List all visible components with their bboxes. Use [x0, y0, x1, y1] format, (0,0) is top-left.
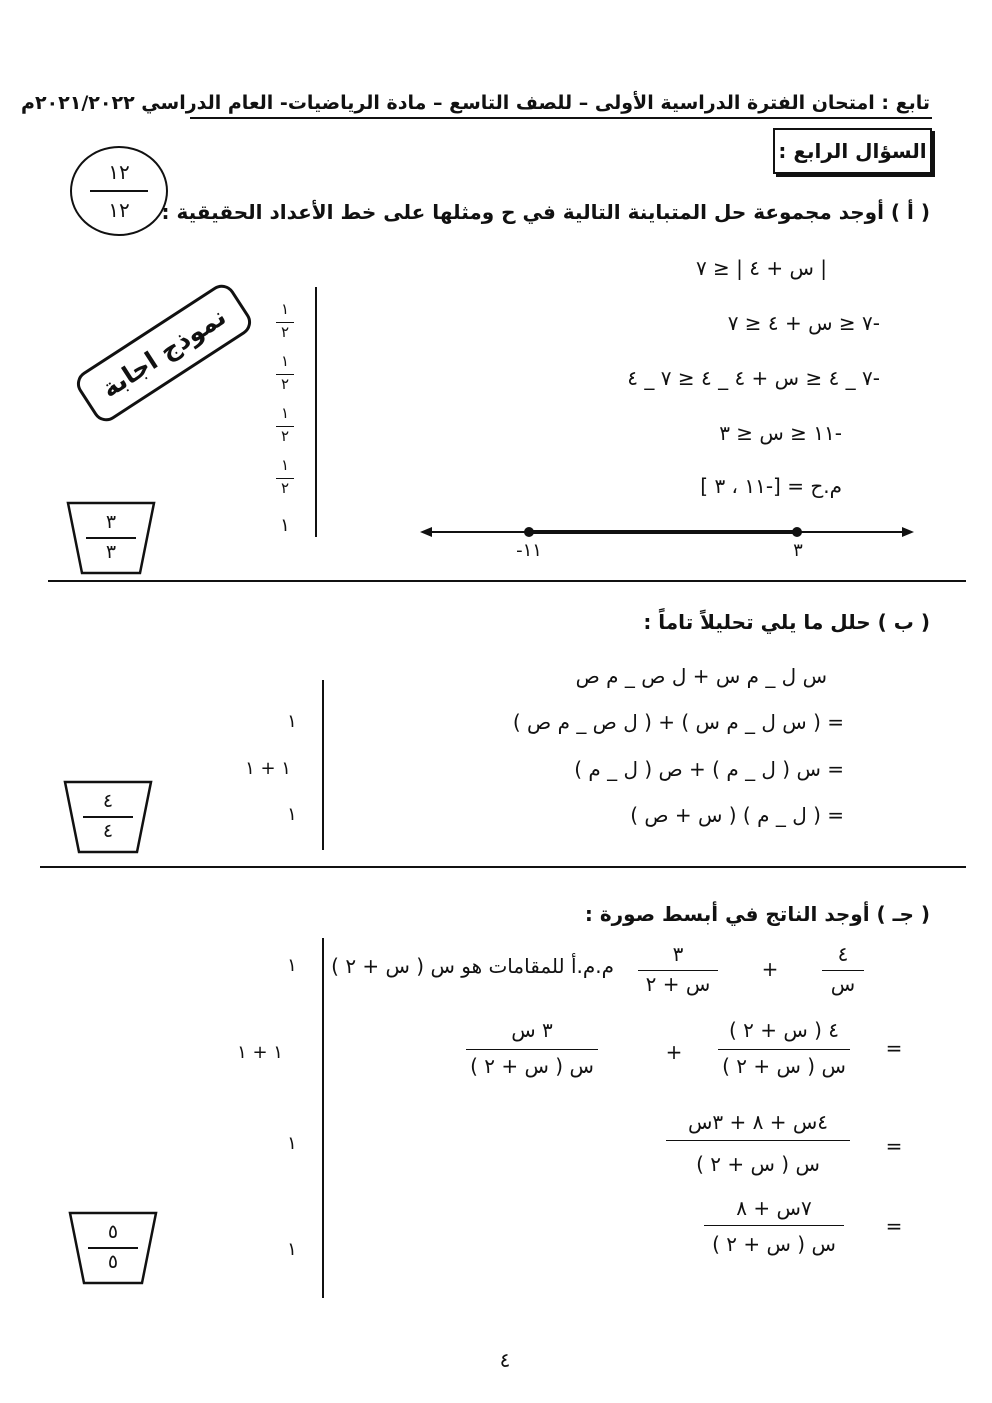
fraction-bar	[822, 970, 864, 971]
header-rule	[190, 117, 932, 119]
cup-bar	[83, 816, 133, 818]
part-c-score-divider	[322, 938, 324, 1298]
plus-sign: +	[761, 957, 779, 981]
page-number: ٤	[499, 1348, 511, 1372]
section-divider-1	[48, 580, 966, 582]
number-line-right-arrow	[902, 527, 914, 537]
cup-num: ٥	[107, 1221, 119, 1243]
equals-sign-2: =	[885, 1134, 903, 1158]
fraction-num: ٤	[837, 942, 849, 966]
cup-num: ٣	[105, 511, 117, 533]
part-c-score-4: ١	[287, 1239, 297, 1260]
part-b-score-2: ١ + ١	[245, 758, 291, 779]
fraction-num: ٤ ( س + ٢ )	[728, 1018, 840, 1042]
part-a-score-cup	[66, 501, 156, 575]
lcm-note: م.م.أ للمقامات هو س ( س + ٢ )	[331, 954, 614, 978]
fraction-den: س ( س + ٢ )	[696, 1152, 820, 1176]
closed-endpoint-right	[792, 527, 802, 537]
step3-fraction	[704, 1196, 844, 1262]
answer-model-stamp: نموذج اجابة	[72, 279, 257, 426]
part-c-score-3: ١	[287, 1133, 297, 1154]
part-a-line-4: -١١ ≤ س ≤ ٣	[719, 421, 842, 445]
part-c-score-2: ١ + ١	[237, 1042, 283, 1063]
half-num: ١	[280, 404, 290, 422]
part-a-score-2	[276, 352, 294, 396]
plus-sign: +	[665, 1040, 683, 1064]
part-a-line-1: | س + ٤ | ≤ ٧	[695, 256, 827, 280]
number-line-label-right: ٣	[793, 540, 803, 561]
fraction-bar	[718, 1049, 850, 1050]
half-den: ٢	[280, 479, 290, 497]
fraction-num: ٤س + ٨ + ٣س	[687, 1110, 829, 1134]
fraction-den: س ( س + ٢ )	[722, 1054, 846, 1078]
section-divider-2	[40, 866, 966, 868]
part-a-score-3	[276, 404, 294, 448]
cup-bar	[88, 1247, 138, 1249]
part-a-score-5: ١	[280, 515, 290, 536]
part-b-score-1: ١	[287, 711, 297, 732]
fraction-den: س	[830, 972, 856, 996]
part-a-line-2: -٧ ≤ س + ٤ ≤ ٧	[727, 311, 880, 335]
part-c-title: ( جـ ) أوجد الناتج في أبسط صورة :	[584, 902, 930, 926]
fraction-den: س + ٢	[645, 972, 711, 996]
part-b-line-1: س ل _ م س + ل ص _ م ص	[575, 664, 827, 688]
part-b-title: ( ب ) حلل ما يلي تحليلاً تاماً :	[643, 610, 930, 634]
half-num: ١	[280, 456, 290, 474]
total-score-circle	[70, 146, 168, 236]
total-score-den: ١٢	[108, 198, 130, 222]
number-line	[420, 520, 915, 550]
fraction-bar	[666, 1140, 850, 1141]
part-a-line-3: -٧ _ ٤ ≤ س + ٤ _ ٤ ≤ ٧ _ ٤	[627, 366, 880, 390]
half-num: ١	[280, 352, 290, 370]
number-line-left-arrow	[420, 527, 432, 537]
part-b-line-2: = ( س ل _ م س ) + ( ل ص _ م ص )	[512, 710, 844, 734]
cup-den: ٣	[105, 541, 117, 563]
total-score-num: ١٢	[108, 160, 130, 184]
cup-bar	[86, 537, 136, 539]
part-a-score-divider	[315, 287, 317, 537]
part-b-score-3: ١	[287, 804, 297, 825]
part-b-score-cup	[63, 780, 153, 854]
half-den: ٢	[280, 427, 290, 445]
fraction-den: س ( س + ٢ )	[470, 1054, 594, 1078]
part-b-line-4: = ( ل _ م ) ( س + ص )	[630, 803, 844, 827]
fraction-bar	[638, 970, 718, 971]
fraction-den: س ( س + ٢ )	[712, 1232, 836, 1256]
part-c-score-cup	[68, 1211, 158, 1285]
step1-fraction-1	[718, 1018, 850, 1084]
half-num: ١	[280, 300, 290, 318]
half-den: ٢	[280, 375, 290, 393]
given-fraction-1	[822, 942, 864, 1002]
question-label: السؤال الرابع :	[773, 128, 932, 174]
cup-den: ٤	[102, 820, 114, 842]
part-a-title: ( أ ) أوجد مجموعة حل المتباينة التالية في ح ومثلها على خط الأعداد الحقيقية :	[161, 200, 930, 224]
part-c-score-1: ١	[287, 955, 297, 976]
part-a-score-1	[276, 300, 294, 344]
equals-sign-1: =	[885, 1036, 903, 1060]
fraction-num: ٣	[672, 942, 684, 966]
cup-num: ٤	[102, 790, 114, 812]
number-line-label-left: -١١	[516, 540, 542, 561]
fraction-num: ٧س + ٨	[736, 1196, 812, 1220]
part-b-score-divider	[322, 680, 324, 850]
given-fraction-2	[638, 942, 718, 1002]
part-b-line-3: = س ( ل _ م ) + ص ( ل _ م )	[574, 757, 844, 781]
half-den: ٢	[280, 323, 290, 341]
step2-fraction	[666, 1110, 850, 1180]
exam-header: تابع : امتحان الفترة الدراسية الأولى – للصف التاسع – مادة الرياضيات- العام الدراسي ٢٠٢١/٢٠٢٢م	[21, 92, 930, 114]
equals-sign-3: =	[885, 1214, 903, 1238]
part-a-line-5: م.ح = [-١١ ، ٣ ]	[700, 474, 842, 498]
fraction-bar	[704, 1225, 844, 1226]
part-a-score-4	[276, 456, 294, 500]
cup-den: ٥	[107, 1251, 119, 1273]
step1-fraction-2	[466, 1018, 598, 1084]
total-score-bar	[90, 190, 148, 192]
fraction-bar	[466, 1049, 598, 1050]
closed-endpoint-left	[524, 527, 534, 537]
fraction-num: ٣ س	[511, 1018, 553, 1042]
